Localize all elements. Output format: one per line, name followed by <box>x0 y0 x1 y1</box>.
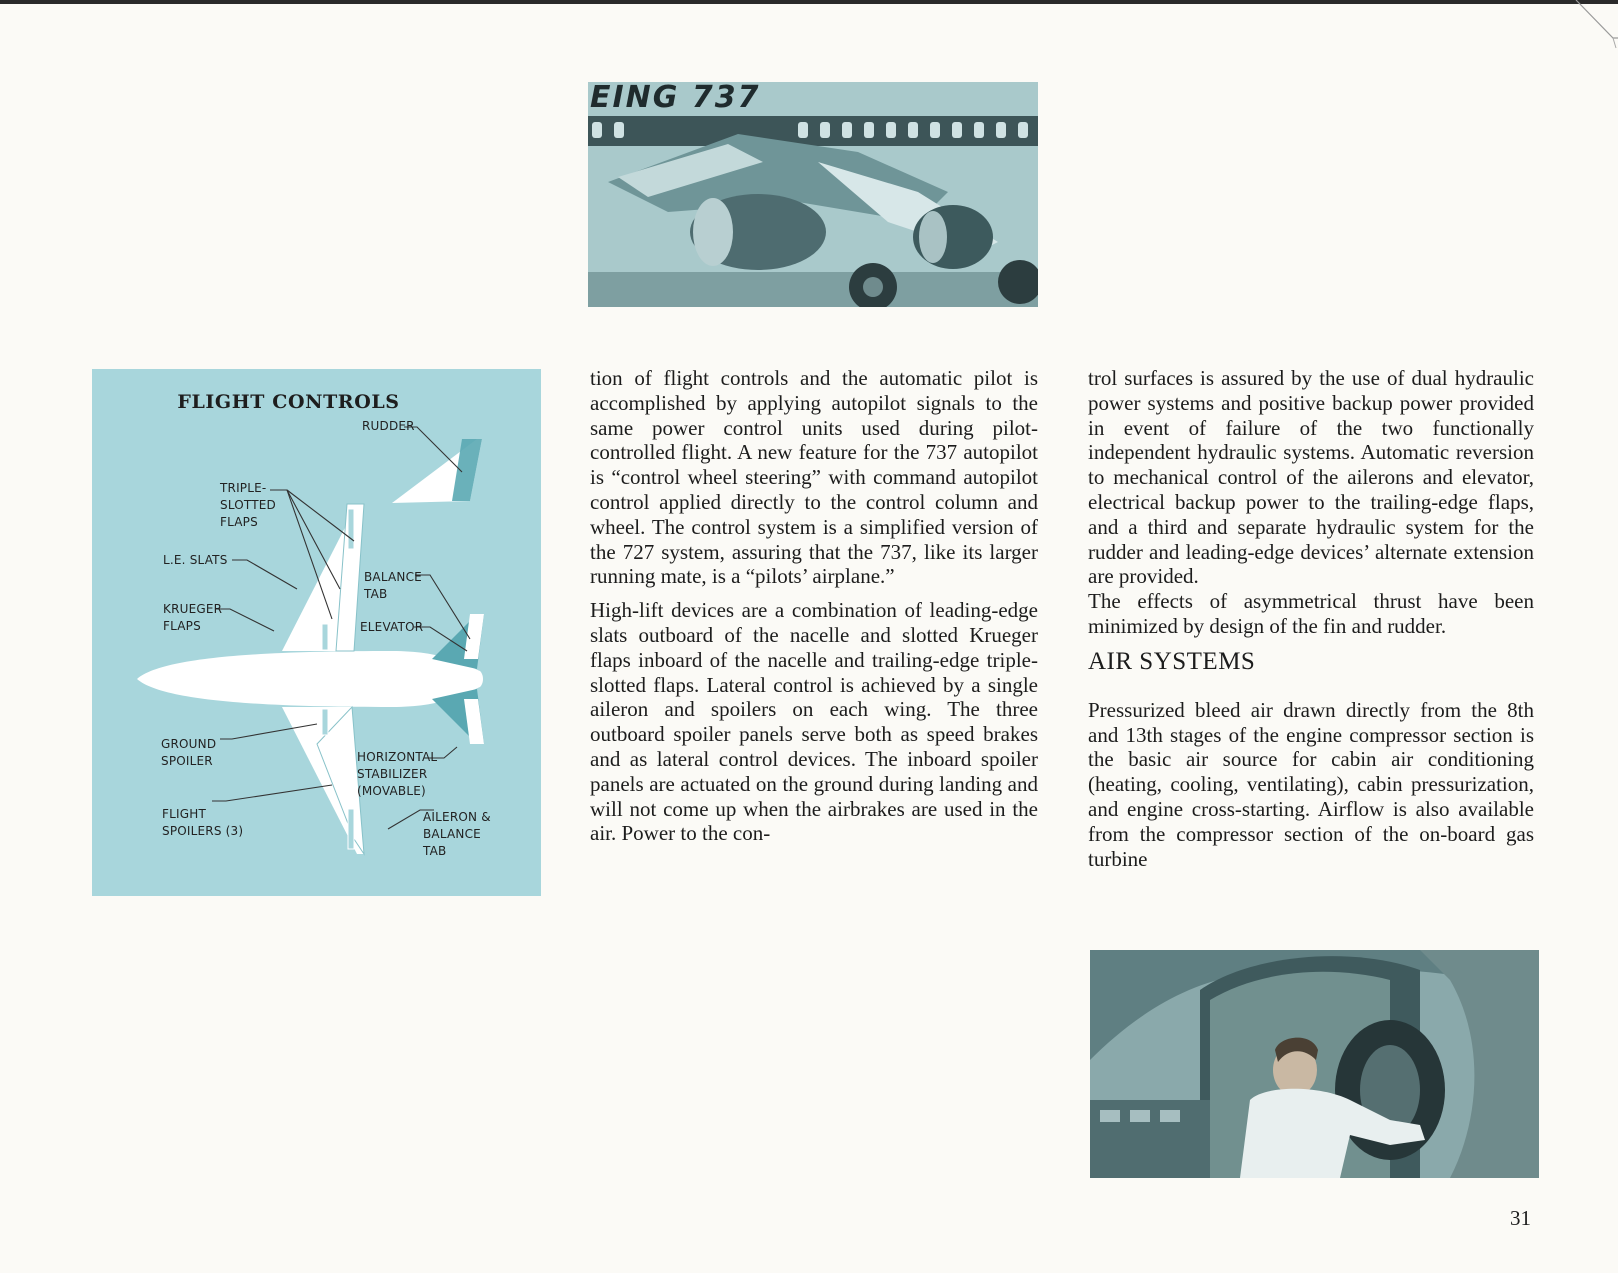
section-heading-air-systems: AIR SYSTEMS <box>1088 647 1256 675</box>
page-top-edge <box>0 0 1618 4</box>
top-photo <box>588 82 1038 307</box>
paragraph-asymmetrical-thrust: The effects of asymmetrical thrust have been minimized by design of the fin and rudder. <box>1088 589 1534 638</box>
mechanic-engine-photo-icon <box>1090 950 1539 1178</box>
label-flight-spoilers: FLIGHT SPOILERS (3) <box>162 807 244 838</box>
label-le-slats: L.E. SLATS <box>163 553 228 567</box>
label-ground-spoiler: GROUND SPOILER <box>161 737 217 768</box>
paragraph-flight-controls: tion of flight controls and the automatic pilot is accomplished by applying autopilot signals to the same power control units used during pilot-controlled flight. A new feature for the 737 autopilot is “control wheel steering” with command autopilot control applied directly to the control column and wheel. The control system is a simplified version of the 727 system, assuring that the 737, like its larger running mate, is a “pilots’ airplane.” <box>590 366 1038 589</box>
label-aileron-balance-tab: AILERON & BALANCE TAB <box>423 810 491 858</box>
photo-caption-text: EING 737 <box>590 82 761 115</box>
paragraph-air-systems: Pressurized bleed air drawn directly from the 8th and 13th stages of the engine compressor section is the basic air source for cabin air conditioning (heating, cooling, ventilating), cabin pressurization, and engine cross-starting. Airflow is also available from the compressor section of the on-board gas turbine <box>1088 697 1534 871</box>
label-balance-tab: BALANCE TAB <box>364 570 422 601</box>
page-corner-fold <box>1558 0 1618 60</box>
text-column-right <box>1088 366 1534 871</box>
paragraph-control-surfaces: trol surfaces is assured by the use of dual hydraulic power systems and positive backup power provided in event of failure of the two functionally independent hydraulic systems. Automatic reversion to mechanical control of the ailerons and elevator, electrical backup power to the trailing-edge flaps, and a third and separate hydraulic system for the rudder and leading-edge devices’ alternate extension are provided. <box>1088 366 1534 589</box>
airplane-wing-photo-icon <box>588 82 1038 307</box>
paragraph-high-lift-devices: High-lift devices are a combination of leading-edge slats outboard of the nacelle and slotted Krueger flaps inboard of the nacelle and trailing-edge triple-slotted flaps. Lateral control is achieved by a single aileron and spoilers on each wing. The three outboard spoiler panels serve both as speed brakes and as lateral control devices. The inboard spoiler panels are actuated on the ground during landing and will not come up when the airbrakes are used in the air. Power to the con- <box>590 598 1038 846</box>
label-horizontal-stabilizer: HORIZONTAL STABILIZER (MOVABLE) <box>357 750 438 798</box>
diagram-title: FLIGHT CONTROLS <box>177 391 400 413</box>
flight-controls-diagram <box>92 369 541 896</box>
text-column-left <box>590 366 1038 846</box>
page-number: 31 <box>1510 1206 1531 1230</box>
label-rudder: RUDDER <box>362 419 415 433</box>
label-triple-slotted-flaps: TRIPLE- SLOTTED FLAPS <box>220 481 276 529</box>
bottom-photo <box>1090 950 1539 1178</box>
label-krueger-flaps: KRUEGER FLAPS <box>163 602 223 633</box>
label-elevator: ELEVATOR <box>360 620 424 634</box>
